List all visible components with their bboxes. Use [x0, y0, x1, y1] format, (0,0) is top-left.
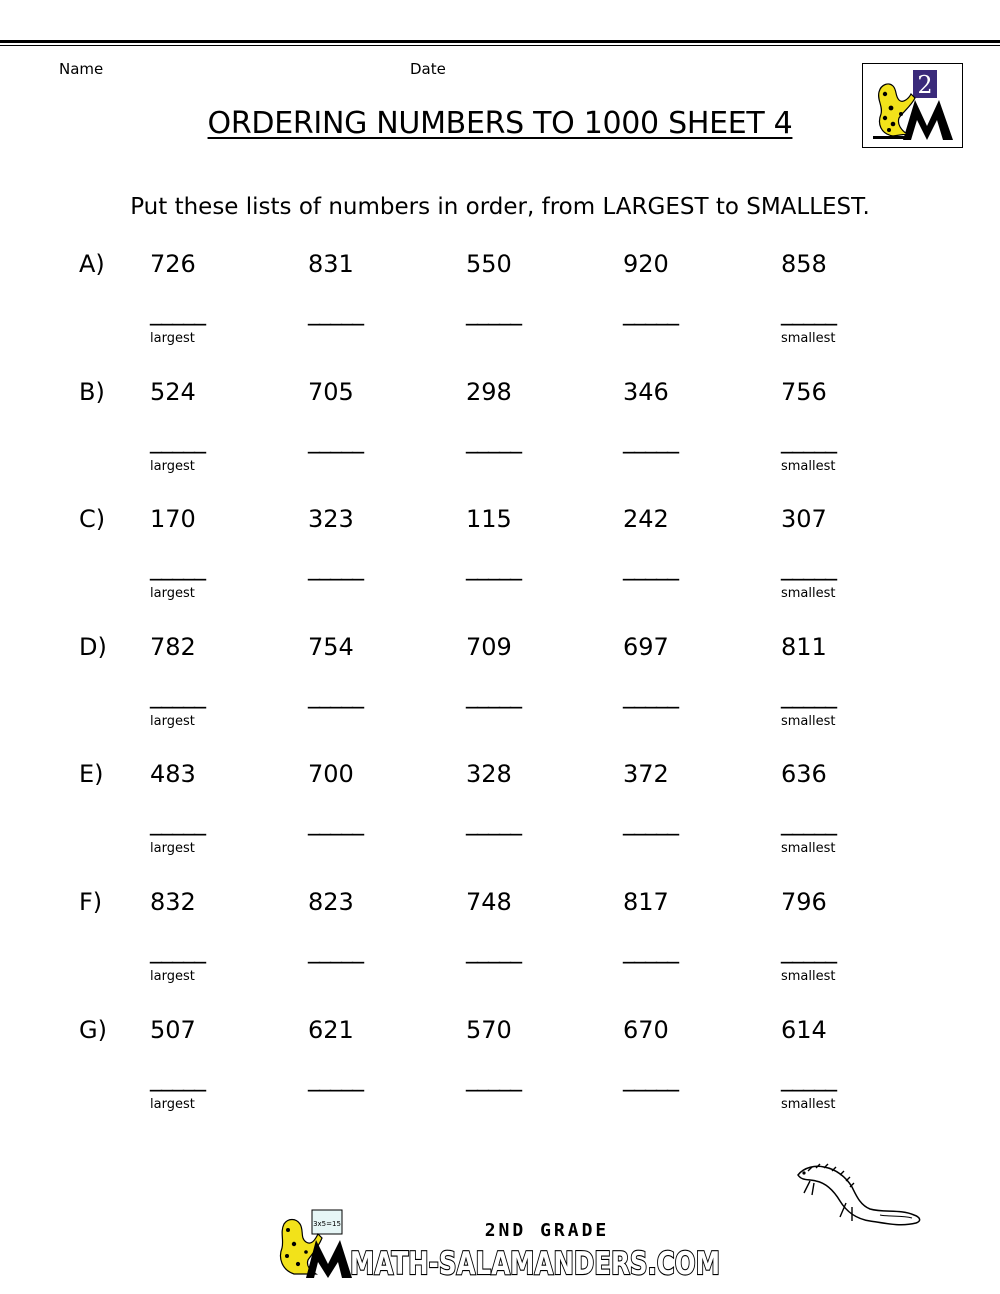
answer-blank[interactable]: _____ [466, 553, 521, 582]
problem-label: G) [79, 1015, 107, 1044]
problem-number: 858 [781, 250, 827, 278]
problem-number: 709 [466, 632, 512, 661]
problem-number: 726 [150, 250, 196, 278]
problem-number: 796 [781, 888, 827, 916]
problem-label: A) [79, 250, 105, 278]
problem-number: 524 [150, 377, 196, 406]
answer-blank[interactable]: _____ [623, 298, 678, 326]
worksheet-title: ORDERING NUMBERS TO 1000 SHEET 4 [207, 106, 793, 141]
largest-hint: largest [150, 586, 195, 602]
answer-blank[interactable]: _____ [308, 808, 363, 837]
problem-number: 346 [623, 377, 669, 406]
answer-blank[interactable]: _____ [150, 680, 205, 709]
problem-number: 328 [466, 760, 512, 789]
top-rule-thin [0, 45, 1000, 46]
grade-digit: 2 [917, 71, 933, 99]
answer-blank[interactable]: _____ [623, 1063, 678, 1092]
answer-blank[interactable]: _____ [623, 425, 678, 454]
answer-blank[interactable]: _____ [308, 425, 363, 454]
problem-number: 700 [308, 760, 354, 789]
salamander-drawing [790, 1155, 930, 1235]
problem-row [0, 1016, 1000, 1144]
problem-row [0, 505, 1000, 633]
answer-blank[interactable]: _____ [781, 1063, 836, 1092]
answer-blank[interactable]: _____ [466, 1063, 521, 1092]
answer-blank[interactable]: _____ [308, 298, 363, 326]
answer-blank[interactable]: _____ [623, 553, 678, 582]
answer-blank[interactable]: _____ [623, 936, 678, 964]
problem-number: 483 [150, 760, 196, 789]
answer-blank[interactable]: _____ [781, 298, 836, 326]
top-rule [0, 40, 1000, 46]
answer-blank[interactable]: _____ [150, 425, 205, 454]
answer-blank[interactable]: _____ [308, 680, 363, 709]
problem-number: 697 [623, 632, 669, 661]
problem-label: E) [79, 760, 104, 789]
instruction-text: Put these lists of numbers in order, from LARGEST to SMALLEST. [130, 194, 870, 220]
problem-row [0, 378, 1000, 506]
problem-number: 748 [466, 888, 512, 916]
answer-blank[interactable]: _____ [466, 680, 521, 709]
salamander-logo-icon [863, 64, 962, 147]
problem-number: 754 [308, 632, 354, 661]
answer-blank[interactable]: _____ [150, 1063, 205, 1092]
problem-number: 570 [466, 1015, 512, 1044]
top-rule-thick [0, 40, 1000, 43]
problem-number: 307 [781, 505, 827, 534]
footer-logo [272, 1208, 732, 1280]
problem-number: 756 [781, 377, 827, 406]
answer-blank[interactable]: _____ [150, 553, 205, 582]
answer-blank[interactable]: _____ [308, 1063, 363, 1092]
problem-number: 636 [781, 760, 827, 789]
answer-blank[interactable]: _____ [150, 298, 205, 326]
answer-blank[interactable]: _____ [466, 298, 521, 326]
problem-row [0, 633, 1000, 761]
problem-number: 670 [623, 1015, 669, 1044]
answer-blank[interactable]: _____ [308, 553, 363, 582]
name-label: Name [59, 60, 104, 78]
smallest-hint: smallest [781, 458, 836, 474]
problem-number: 832 [150, 888, 196, 916]
grade-logo [862, 63, 963, 148]
problem-number: 242 [623, 505, 669, 534]
answer-blank[interactable]: _____ [781, 425, 836, 454]
largest-hint: largest [150, 331, 195, 346]
footer-logo-icon [272, 1208, 732, 1280]
problem-label: C) [79, 505, 106, 534]
smallest-hint: smallest [781, 969, 836, 984]
problem-number: 170 [150, 505, 196, 534]
problem-number: 831 [308, 250, 354, 278]
answer-blank[interactable]: _____ [781, 936, 836, 964]
smallest-hint: smallest [781, 331, 836, 346]
problem-number: 621 [308, 1015, 354, 1044]
footer-sign-text: 3x5=15 [313, 1220, 341, 1228]
answer-blank[interactable]: _____ [150, 936, 205, 964]
problem-label: D) [79, 632, 107, 661]
footer-grade-text: 2ND GRADE [484, 1220, 610, 1241]
problem-number: 372 [623, 760, 669, 789]
problem-number: 614 [781, 1015, 827, 1044]
smallest-hint: smallest [781, 841, 836, 857]
problem-number: 115 [466, 505, 512, 534]
problem-number: 323 [308, 505, 354, 534]
problem-label: B) [79, 377, 105, 406]
problem-row [0, 888, 1000, 1016]
smallest-hint: smallest [781, 586, 836, 602]
answer-blank[interactable]: _____ [308, 936, 363, 964]
problem-number: 782 [150, 632, 196, 661]
date-label: Date [410, 60, 446, 78]
problem-number: 811 [781, 632, 827, 661]
largest-hint: largest [150, 1096, 195, 1112]
smallest-hint: smallest [781, 713, 836, 729]
problem-label: F) [79, 888, 103, 916]
answer-blank[interactable]: _____ [781, 808, 836, 837]
largest-hint: largest [150, 713, 195, 729]
smallest-hint: smallest [781, 1096, 836, 1112]
largest-hint: largest [150, 969, 195, 984]
problem-number: 920 [623, 250, 669, 278]
problem-number: 298 [466, 377, 512, 406]
footer-site-text: MATH-SALAMANDERS.COM [350, 1246, 720, 1282]
salamander-icon [790, 1155, 930, 1235]
problem-number: 823 [308, 888, 354, 916]
problem-number: 817 [623, 888, 669, 916]
answer-blank[interactable]: _____ [466, 425, 521, 454]
largest-hint: largest [150, 841, 195, 857]
answer-blank[interactable]: _____ [466, 808, 521, 837]
answer-blank[interactable]: _____ [781, 680, 836, 709]
m-letter-shape [903, 100, 953, 140]
answer-blank[interactable]: _____ [781, 553, 836, 582]
problem-row [0, 250, 1000, 378]
problem-number: 550 [466, 250, 512, 278]
largest-hint: largest [150, 458, 195, 474]
answer-blank[interactable]: _____ [466, 936, 521, 964]
answer-blank[interactable]: _____ [150, 808, 205, 837]
problem-row [0, 760, 1000, 888]
answer-blank[interactable]: _____ [623, 808, 678, 837]
problem-number: 507 [150, 1015, 196, 1044]
problem-number: 705 [308, 377, 354, 406]
answer-blank[interactable]: _____ [623, 680, 678, 709]
